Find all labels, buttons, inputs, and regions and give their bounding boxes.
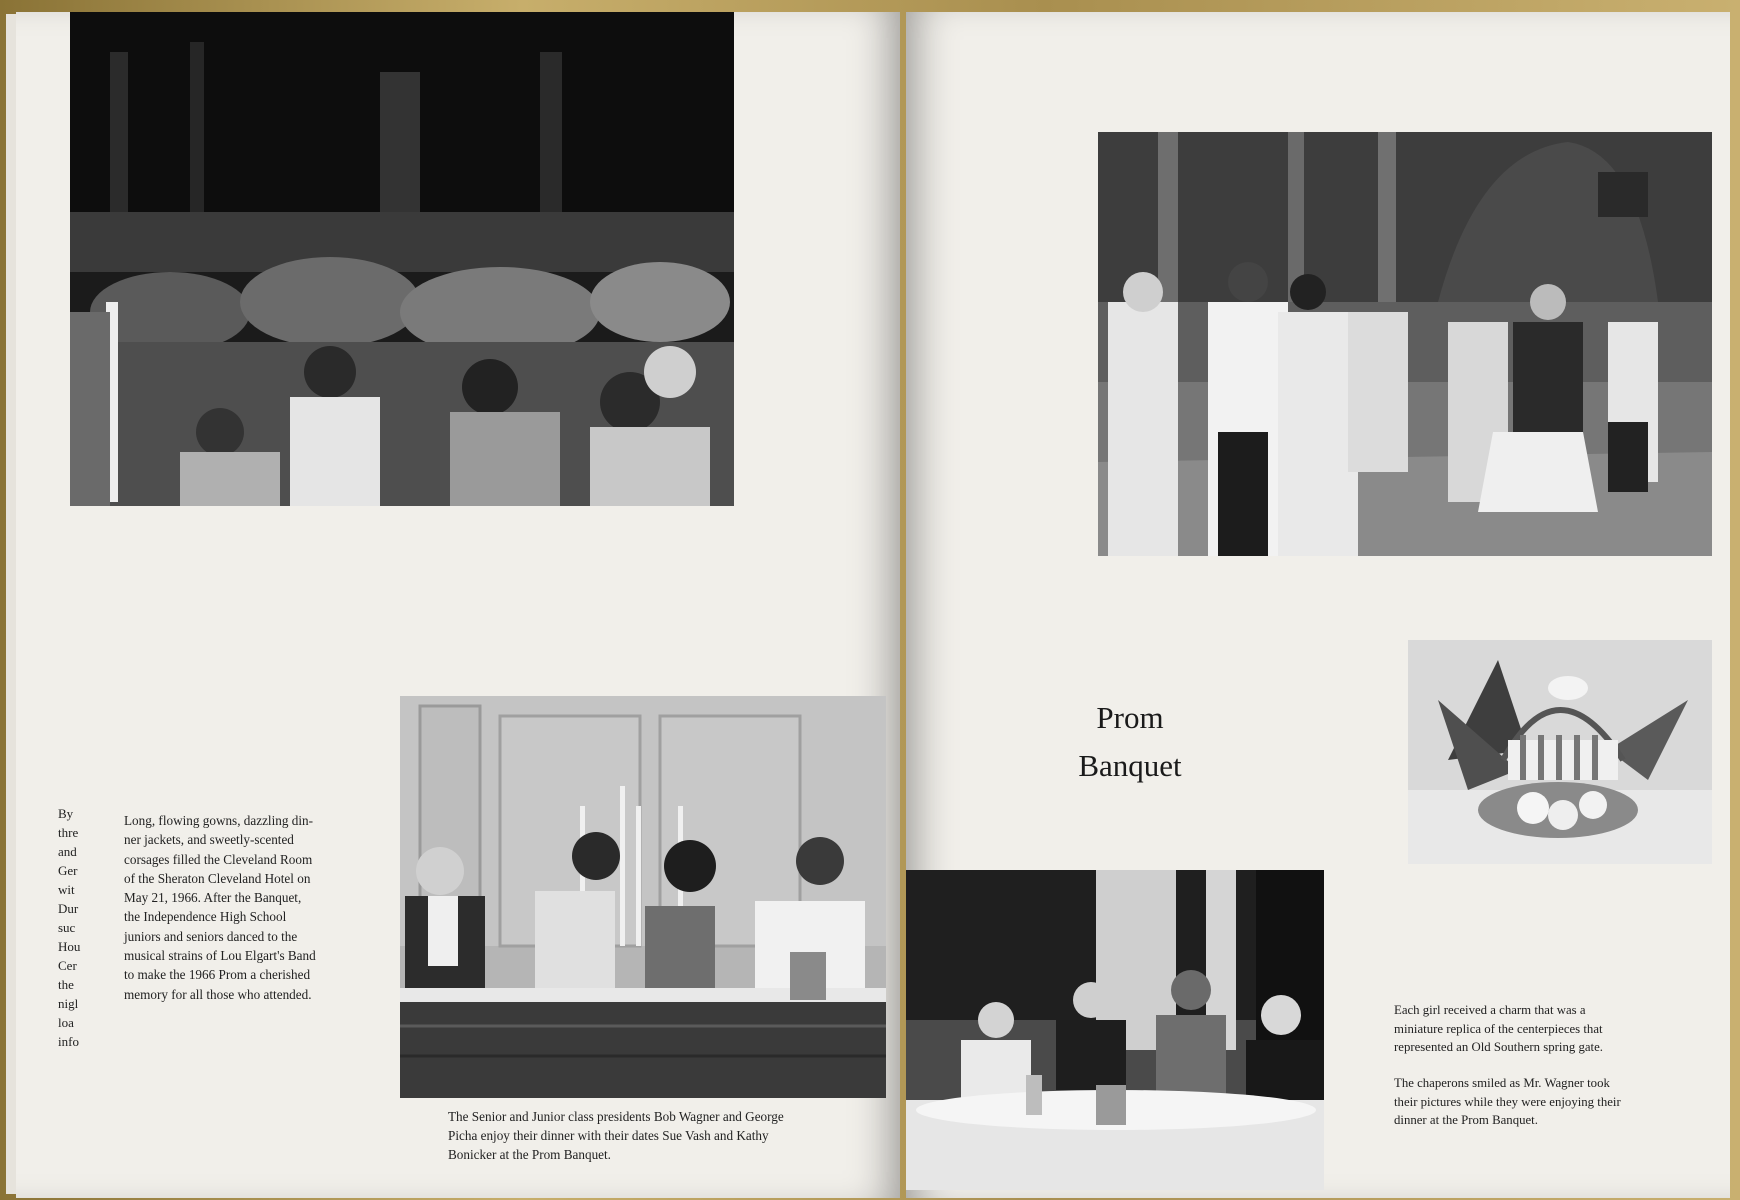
caption-line: Bonicker at the Prom Banquet. bbox=[448, 1147, 611, 1162]
previous-page-text bbox=[58, 804, 84, 1051]
centerpiece-photo bbox=[1408, 640, 1712, 864]
fragment-line: suc bbox=[58, 920, 76, 935]
caption-line: represented an Old Southern spring gate. bbox=[1394, 1040, 1603, 1054]
charm-caption bbox=[1394, 1001, 1714, 1057]
intro-line: the Independence High School bbox=[124, 909, 287, 925]
ballroom-dancing-photo bbox=[1098, 132, 1712, 556]
head-table-photo bbox=[400, 696, 886, 1098]
caption-line: Picha enjoy their dinner with their dates Sue Vash and Kathy bbox=[448, 1128, 769, 1143]
fragment-line: wit bbox=[58, 882, 75, 897]
fragment-line: Cer bbox=[58, 958, 77, 973]
banquet-hall-photo bbox=[70, 12, 734, 506]
fragment-line: nigl bbox=[58, 996, 79, 1011]
caption-line: Each girl received a charm that was a bbox=[1394, 1003, 1586, 1017]
intro-line: corsages filled the Cleveland Room bbox=[124, 851, 313, 867]
caption-line: The Senior and Junior class presidents Bob Wagner and George bbox=[448, 1109, 784, 1124]
fragment-line: the bbox=[58, 977, 74, 992]
caption-line: miniature replica of the centerpieces that bbox=[1394, 1021, 1603, 1036]
intro-line: to make the 1966 Prom a cherished bbox=[124, 967, 311, 983]
fragment-line: Hou bbox=[58, 939, 81, 954]
presidents-caption bbox=[448, 1107, 888, 1164]
page-title bbox=[1040, 694, 1220, 790]
intro-line: musical strains of Lou Elgart's Band bbox=[124, 948, 316, 964]
fragment-line: By bbox=[58, 806, 74, 821]
intro-line: Long, flowing gowns, dazzling din- bbox=[124, 813, 313, 828]
fragment-line: and bbox=[58, 844, 77, 859]
caption-line: their pictures while they were enjoying their bbox=[1394, 1094, 1621, 1109]
fragment-line: Ger bbox=[58, 863, 78, 878]
intro-line: memory for all those who attended. bbox=[124, 986, 312, 1002]
intro-line: May 21, 1966. After the Banquet, bbox=[124, 890, 302, 906]
caption-line: The chaperons smiled as Mr. Wagner took bbox=[1394, 1076, 1610, 1090]
intro-line: juniors and seniors danced to the bbox=[124, 928, 298, 944]
title-line-2: Banquet bbox=[1078, 748, 1182, 783]
chaperons-table-photo bbox=[906, 870, 1324, 1190]
intro-paragraph bbox=[124, 811, 384, 1004]
fragment-line: thre bbox=[58, 825, 79, 840]
fragment-line: Dur bbox=[58, 901, 79, 916]
intro-line: ner jackets, and sweetly-scented bbox=[124, 832, 294, 848]
fragment-line: loa bbox=[58, 1015, 74, 1030]
caption-line: dinner at the Prom Banquet. bbox=[1394, 1113, 1538, 1127]
intro-line: of the Sheraton Cleveland Hotel on bbox=[124, 870, 311, 886]
chaperons-caption bbox=[1394, 1074, 1714, 1130]
fragment-line: info bbox=[58, 1034, 79, 1049]
title-line-1: Prom bbox=[1096, 700, 1164, 735]
